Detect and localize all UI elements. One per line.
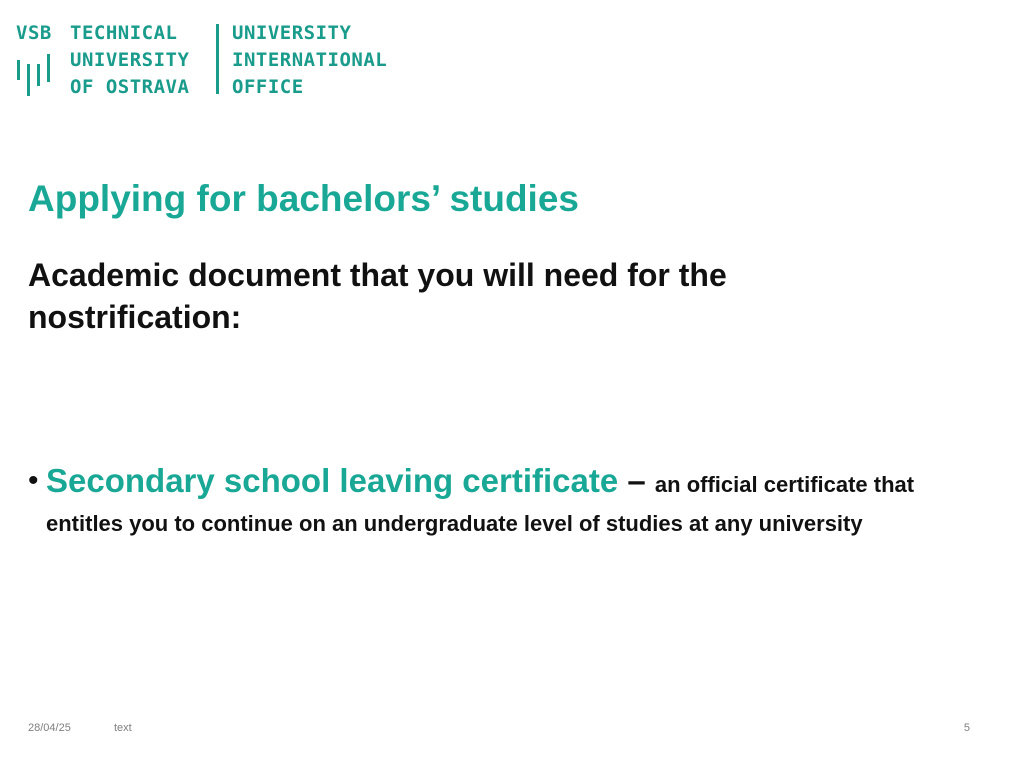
logo-bars-icon	[16, 54, 56, 96]
bullet-dash: –	[618, 462, 655, 499]
logo-line-international: INTERNATIONAL	[232, 49, 388, 71]
footer-date: 28/04/25	[28, 722, 71, 734]
page-number: 5	[963, 722, 970, 734]
logo-line-of-ostrava: OF OSTRAVA	[70, 76, 190, 98]
bullet-text-2: entitles you to continue on an undergraduate level of studies at any university	[46, 511, 863, 536]
logo-line-university-2: UNIVERSITY	[232, 22, 352, 44]
logo-line-technical: TECHNICAL	[70, 22, 178, 44]
logo-column-1	[70, 20, 189, 101]
bullet-heading: Secondary school leaving certificate	[46, 462, 619, 499]
logo-vsb: VSB	[16, 22, 52, 44]
bullet-line-1	[46, 460, 988, 509]
university-logo	[16, 20, 416, 100]
logo-column-2	[232, 20, 387, 101]
logo-divider	[216, 24, 219, 94]
bullet-list	[28, 460, 988, 539]
list-item	[28, 460, 988, 539]
bullet-marker: •	[28, 464, 39, 497]
footer-text: text	[114, 722, 132, 734]
bullet-text-1: an official certificate that	[654, 472, 915, 497]
logo-line-university: UNIVERSITY	[70, 49, 190, 71]
slide-title: Applying for bachelors’ studies	[28, 178, 579, 219]
slide-subtitle: Academic document that you will need for the nostrification:	[28, 257, 727, 335]
logo-line-office: OFFICE	[232, 76, 304, 98]
